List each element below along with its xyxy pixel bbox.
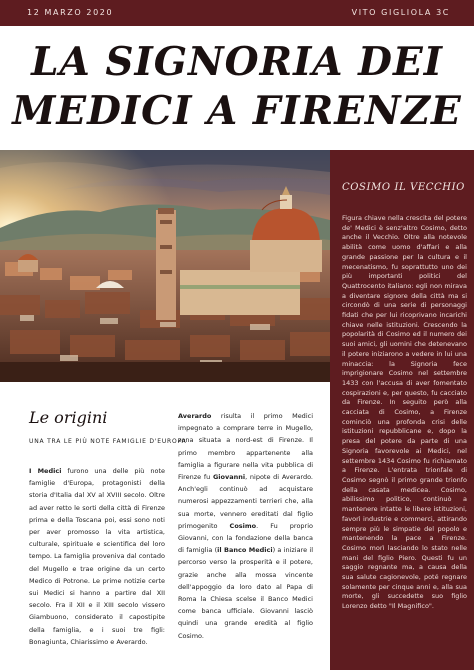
col2-text-2: , nipote di Averardo. Anch'egli continuò ad acquistare numerosi appezzamenti terrieri che, alla sua morte, vennero ereditati dal figlio primogenito <box>178 473 314 530</box>
col2-text-1: risulta il primo Medici impegnato a comprare terre in Mugello, zona situata a nord-est di Firenze. Il primo membro appartenente alla famiglia a figurare nella vita pubblica di Firenze fu <box>178 412 313 482</box>
col2-lead: Averardo <box>178 412 212 420</box>
header-bar <box>0 0 474 26</box>
title-line-2: MEDICI A FIRENZE <box>12 88 462 134</box>
section-subtitle: UNA TRA LE PIÙ NOTE FAMIGLIE D'EUROPA <box>29 438 187 445</box>
issue-date: 12 MARZO 2020 <box>27 8 114 17</box>
article-column-1 <box>29 465 165 648</box>
florence-photo <box>0 150 330 382</box>
col2-banco: il Banco Medici <box>217 546 273 555</box>
sidebar-heading: COSIMO IL VECCHIO <box>342 182 465 193</box>
sidebar-cosimo <box>330 150 474 670</box>
col2-text-3: . Fu proprio Giovanni, con la fondazione della banca di famiglia ( <box>178 521 313 555</box>
page-title <box>0 38 474 136</box>
title-line-1: LA SIGNORIA DEI <box>31 39 443 85</box>
article-column-2 <box>178 410 313 642</box>
sidebar-text: Figura chiave nella crescita del potere de' Medici è senz'altro Cosimo, detto anche il Vecchio. Oltre alla notevole abilità come uomo d'affari e alla grande passione per la cultura e il mecenatismo, fu soprattutto uno dei più importanti politici del Quattrocento italiano: egli non mirava a diventare signore della città ma si circondò di una serie di personaggi fidati che per lui ricoprivano incarichi chiave nelle istituzioni. Crescendo la popolarità di Cosimo ed il numero dei suoi amici, gli uomini che detenevano il potere iniziarono a vedere in lui una minaccia: la Signoria fece imprigionare Cosimo nel settembre 1433 con l'accusa di aver fomentato cospirazioni e, per questo, fu cacciato da Firenze. In seguito però alla cacciata di Cosimo, a Firenze cominciò una profonda crisi delle istituzioni repubblicane e, dopo la presa del potere da parte di una Signoria favorevole ai Medici, nel settembre 1434 Cosimo fu richiamato a Firenze. L'entrata trionfale di Cosimo segnò il primo grande trionfo della casata medicea. Cosimo, abilissimo politico, continuò a mantenere intatte le libere istituzioni, favorì industrie e commerci, attirando sempre più le simpatie del popolo e mantenendo la pace a Firenze. Cosimo morì lasciando lo stato nelle mani del figlio Piero. Questi fu un saggio regnante ma, a causa della sua salute cagionevole, poté regnare solamente per cinque anni e, alla sua morte, gli succedette suo figlio Lorenzo detto "Il Magnifico". <box>342 214 467 611</box>
col2-cosimo: Cosimo <box>229 521 257 530</box>
author-name: VITO GIGLIOLA 3C <box>351 8 450 17</box>
section-title: Le origini <box>29 408 108 427</box>
col2-text-4: ) a iniziare il percorso verso la prosperità e il potere, grazie anche alla mossa vincente dell'appoggio da loro dato al Papa di Roma la Chiesa scelse il Banco Medici come banca ufficiale. Giovanni lasciò quindi una grande eredità al figlio Cosimo. <box>178 546 313 640</box>
col1-text: furono una delle più note famiglie d'Europa, protagonisti della storia d'Italia dal XV al XVIII secolo. Oltre ad aver retto le sorti della città di Firenze prima e della Toscana poi, essi sono noti per aver promosso la vita artistica, culturale, spirituale e scientifica del loro tempo. La famiglia proveniva dal contado del Mugello e trae origine da un certo Medico di Potrone. Le prime notizie certe sui Medici si hanno a partire dal XII secolo. Fra il XII e il XIII secolo vissero Giambuono, considerato il capostipite della famiglia, e i suoi tre figli: Bonagiunta, Chiarissimo e Averardo. <box>29 467 165 646</box>
col1-lead: I Medici <box>29 467 62 475</box>
col2-giovanni: Giovanni <box>212 473 246 482</box>
